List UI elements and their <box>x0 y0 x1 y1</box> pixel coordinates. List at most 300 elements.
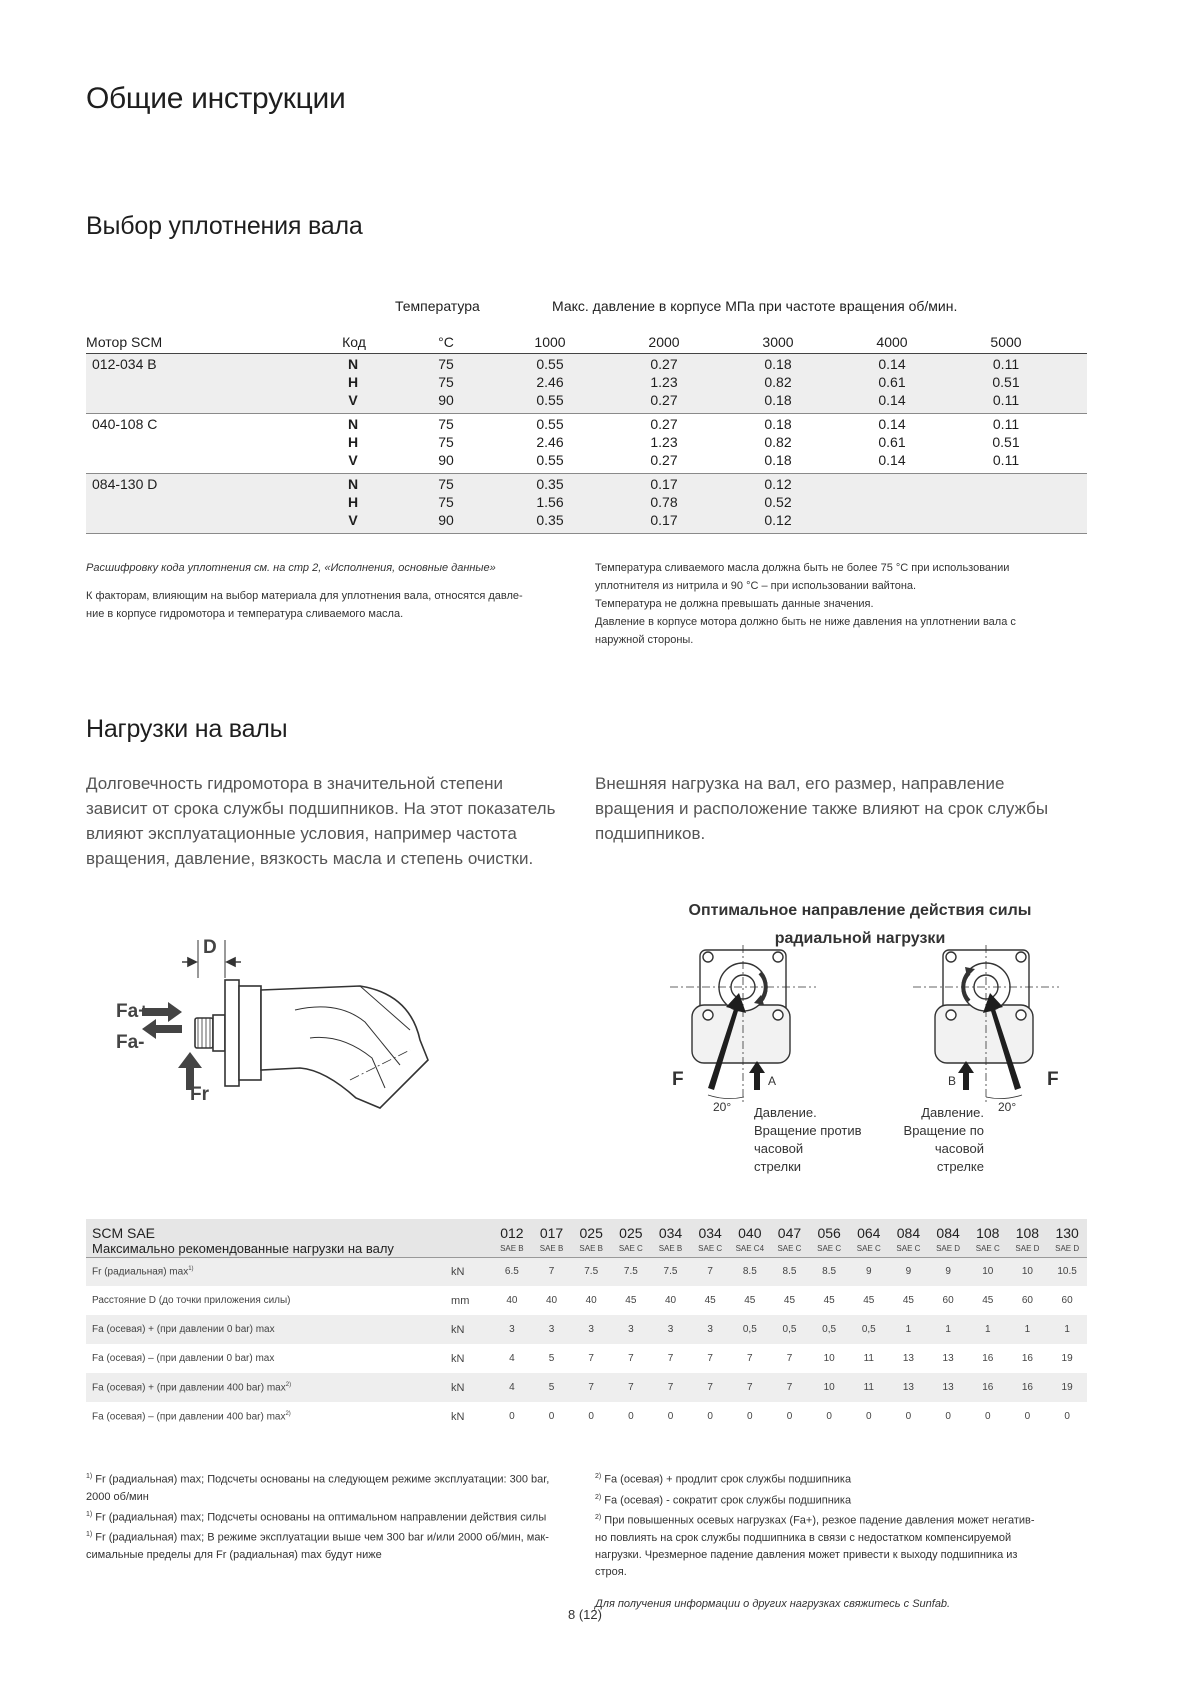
seal-code: H <box>347 434 359 450</box>
motor-size-header: 108 <box>1015 1225 1040 1241</box>
load-value: 7 <box>667 1353 674 1364</box>
load-value: 1 <box>1024 1324 1031 1335</box>
seal-motor-group <box>86 474 1087 534</box>
footnote-marker: 2) <box>595 1493 602 1501</box>
pressure-header: Макс. давление в корпусе МПа при частоте вращения об/мин. <box>552 298 958 314</box>
footnote-text: строя. <box>595 1565 627 1578</box>
paragraph-line: зависит от срока службы подшипников. На этот показатель <box>86 799 556 818</box>
max-pressure-value: 0.35 <box>536 512 564 528</box>
footnote-line <box>595 1564 1085 1581</box>
load-value: 7 <box>747 1353 753 1364</box>
load-value: 45 <box>823 1295 835 1306</box>
max-pressure-value: 0.11 <box>992 416 1020 432</box>
max-pressure-value: 0.12 <box>764 476 792 492</box>
seal-row <box>86 492 1087 510</box>
max-pressure-value: 0.82 <box>764 374 792 390</box>
load-value: 8.5 <box>782 1266 797 1278</box>
seal-heading: Выбор уплотнения вала <box>86 212 363 240</box>
load-value: 7 <box>786 1382 793 1393</box>
footnote-text: Fr (радиальная) max; В режиме эксплуатации выше чем 300 bar и/или 2000 об/мин, мак- <box>92 1531 549 1544</box>
sae-variant-header: SAE C <box>618 1244 643 1254</box>
load-value: 9 <box>905 1266 912 1278</box>
footnote-text: симальные пределы для Fr (радиальная) max будут ниже <box>86 1548 382 1561</box>
load-unit: kN <box>451 1352 465 1365</box>
load-value: 10.5 <box>1057 1266 1077 1278</box>
load-value: 5 <box>548 1382 555 1393</box>
max-pressure-value: 0.14 <box>878 392 906 408</box>
load-value: 7 <box>707 1266 713 1278</box>
load-row-label <box>86 1286 451 1315</box>
seal-code-reference: Расшифровку кода уплотнения см. на стр 2, «Исполнения, основные данные» <box>86 562 496 574</box>
motor-size-header: 017 <box>539 1225 564 1241</box>
caption-line: стрелки <box>754 1159 802 1174</box>
load-value: 10 <box>982 1266 994 1278</box>
load-value: 45 <box>902 1295 914 1306</box>
load-value: 7 <box>588 1382 594 1393</box>
footnote-marker: 2) <box>595 1514 602 1522</box>
load-value: 8.5 <box>742 1266 757 1278</box>
max-pressure-value: 0.27 <box>650 356 678 372</box>
sae-variant-header: SAE C4 <box>735 1244 765 1254</box>
load-value: 7 <box>628 1382 634 1393</box>
load-value: 11 <box>863 1353 874 1364</box>
speed-column-header: 2000 <box>648 334 680 350</box>
load-value: 60 <box>942 1295 954 1306</box>
seal-temperature: 75 <box>438 434 454 450</box>
motor-load-drawing <box>110 930 440 1130</box>
motor-model: 040-108 C <box>92 416 158 432</box>
code-column-header: Код <box>342 334 366 350</box>
seal-temperature: 75 <box>438 356 454 372</box>
load-value: 13 <box>902 1382 914 1393</box>
load-value: 10 <box>1021 1266 1033 1278</box>
max-pressure-value: 0.14 <box>878 356 906 372</box>
seal-temperature: 75 <box>438 494 454 510</box>
load-value: 1 <box>905 1324 912 1335</box>
load-value: 0 <box>984 1411 991 1422</box>
load-value: 7 <box>707 1382 713 1393</box>
load-row-label-text: Fa (осевая) – (при давлении 0 bar) max <box>92 1353 275 1364</box>
speed-column-header: 1000 <box>534 334 566 350</box>
seal-note-line: ние в корпусе гидромотора и температура сливаемого масла. <box>86 608 404 620</box>
max-pressure-value: 0.35 <box>536 476 564 492</box>
load-value: 0 <box>707 1411 713 1422</box>
load-value: 11 <box>863 1382 874 1393</box>
paragraph-line: подшипников. <box>595 824 706 843</box>
load-value: 7.5 <box>623 1266 638 1278</box>
load-value: 0 <box>747 1411 753 1422</box>
max-pressure-value: 0.55 <box>536 356 564 372</box>
footnote-text: Fa (осевая) + продлит срок службы подшипника <box>601 1473 852 1486</box>
seal-note-line: Давление в корпусе мотора должно быть не ниже давления на уплотнении вала с <box>595 616 1016 628</box>
seal-temperature: 75 <box>438 374 454 390</box>
paragraph-line: Долговечность гидромотора в значительной степени <box>86 774 504 793</box>
max-pressure-value: 0.27 <box>650 452 678 468</box>
loads-paragraph-right <box>595 771 1048 846</box>
max-pressure-value: 0.18 <box>764 452 792 468</box>
load-value: 6.5 <box>504 1266 519 1278</box>
footnote-text: Fa (осевая) - сократит срок службы подшипника <box>601 1494 852 1507</box>
sae-variant-header: SAE C <box>975 1244 1000 1254</box>
seal-motor-group <box>86 354 1087 414</box>
port-b-label: B <box>948 1074 957 1088</box>
load-value: 40 <box>545 1295 558 1306</box>
load-value: 10 <box>823 1382 835 1393</box>
caption-line: Давление. <box>921 1105 984 1120</box>
load-row-label <box>86 1257 451 1286</box>
footnote-text: При повышенных осевых нагрузках (Fa+), резкое падение давления может негатив- <box>601 1514 1035 1527</box>
footnote-line <box>595 1468 1085 1489</box>
load-row-label <box>86 1344 451 1373</box>
max-pressure-value: 1.23 <box>650 374 678 390</box>
max-pressure-value: 1.23 <box>650 434 678 450</box>
load-value: 19 <box>1061 1353 1073 1364</box>
load-value: 16 <box>1021 1382 1033 1393</box>
load-value: 45 <box>625 1295 637 1306</box>
caption-line: часовой <box>754 1141 804 1156</box>
max-pressure-value: 0.61 <box>878 374 906 390</box>
load-row-label-text: Fa (осевая) + (при давлении 400 bar) max <box>92 1382 286 1394</box>
load-row-label <box>86 1315 451 1344</box>
footnote-text: Fr (радиальная) max; Подсчеты основаны на оптимальном направлении действия силы <box>92 1511 547 1524</box>
load-value: 1 <box>945 1324 951 1335</box>
load-value: 16 <box>982 1353 994 1364</box>
radial-load-diagram <box>660 945 1080 1175</box>
seal-table-column-header <box>86 332 1087 354</box>
load-table-size-row <box>86 1219 1087 1241</box>
max-pressure-value: 0.14 <box>878 416 906 432</box>
load-value: 0,5 <box>822 1324 837 1335</box>
footnote-line <box>86 1547 576 1564</box>
caption-line: стрелке <box>936 1159 984 1174</box>
max-pressure-value: 0.27 <box>650 416 678 432</box>
motor-size-header: 130 <box>1055 1225 1079 1241</box>
load-value: 3 <box>707 1324 713 1335</box>
load-value: 7.5 <box>584 1266 599 1278</box>
sae-variant-header: SAE D <box>1015 1244 1040 1254</box>
seal-temperature: 75 <box>438 416 454 432</box>
page-title: Общие инструкции <box>86 82 346 115</box>
load-value: 7 <box>667 1382 674 1393</box>
max-pressure-value: 0.12 <box>764 512 792 528</box>
load-value: 40 <box>585 1295 597 1306</box>
loads-heading: Нагрузки на валы <box>86 715 288 743</box>
load-row-label-text: Fa (осевая) + (при давлении 0 bar) max <box>92 1324 275 1335</box>
seal-note-line: К факторам, влияющим на выбор материала для уплотнения вала, относятся давле- <box>86 590 523 602</box>
max-pressure-value: 0.78 <box>650 494 678 510</box>
max-pressure-value: 2.46 <box>536 374 564 390</box>
seal-code: N <box>347 416 359 432</box>
load-value: 45 <box>783 1295 796 1306</box>
seal-row <box>86 414 1087 432</box>
load-value: 0 <box>1064 1411 1070 1422</box>
max-pressure-value: 0.51 <box>992 374 1020 390</box>
motor-model: 084-130 D <box>92 476 158 492</box>
load-row-label-text: Fa (осевая) – (при давлении 400 bar) max <box>92 1411 286 1423</box>
load-value: 0 <box>826 1411 832 1422</box>
load-table-variant-row <box>86 1241 1087 1257</box>
load-value: 16 <box>982 1382 994 1393</box>
seal-row <box>86 372 1087 390</box>
left-view-caption <box>754 1104 862 1176</box>
seal-row <box>86 390 1087 408</box>
load-value: 7 <box>786 1353 793 1364</box>
footnote-marker: 1) <box>188 1266 194 1273</box>
fr-label: Fr <box>190 1084 209 1105</box>
load-value: 60 <box>1021 1295 1033 1306</box>
load-value: 3 <box>548 1324 555 1335</box>
load-value: 4 <box>509 1353 515 1364</box>
load-value: 0 <box>866 1411 872 1422</box>
sae-variant-header: SAE B <box>500 1244 524 1254</box>
caption-line: Давление. <box>754 1105 817 1120</box>
load-value: 0 <box>628 1411 634 1422</box>
footnote-line <box>86 1506 576 1527</box>
seal-temperature: 90 <box>438 392 454 408</box>
seal-table-group-header <box>86 298 1087 332</box>
load-value: 0 <box>588 1411 594 1422</box>
seal-row <box>86 432 1087 450</box>
load-value: 7 <box>548 1266 555 1278</box>
load-value: 0 <box>509 1411 515 1422</box>
load-value: 7 <box>747 1382 753 1393</box>
seal-note-line: наружной стороны. <box>595 634 694 646</box>
motor-size-header: 012 <box>500 1225 524 1241</box>
load-value: 5 <box>548 1353 555 1364</box>
seal-note-line: уплотнителя из нитрила и 90 °C – при использовании вайтона. <box>595 580 917 592</box>
seal-code: H <box>347 374 359 390</box>
sae-variant-header: SAE D <box>936 1244 961 1254</box>
footnote-line <box>86 1526 576 1547</box>
motor-size-header: 034 <box>658 1225 683 1241</box>
diagram-title-line: радиальной нагрузки <box>774 930 946 947</box>
footnote-marker: 2) <box>285 1381 292 1388</box>
temp-column-header: °C <box>438 334 454 350</box>
load-row-label-text: Fr (радиальная) max <box>92 1266 189 1278</box>
fa-plus-label: Fa+ <box>116 1001 150 1022</box>
sae-variant-header: SAE B <box>539 1244 564 1254</box>
page-number: 8 (12) <box>568 1607 602 1622</box>
paragraph-line: Внешняя нагрузка на вал, его размер, направление <box>595 774 1005 793</box>
footnote-marker: 2) <box>285 1410 291 1417</box>
load-value: 0 <box>667 1411 674 1422</box>
seal-code: H <box>347 494 359 510</box>
load-row <box>86 1402 1087 1431</box>
sae-variant-header: SAE C <box>817 1244 842 1254</box>
load-unit: kN <box>451 1323 465 1336</box>
motor-model: 012-034 B <box>92 356 157 372</box>
motor-size-header: 025 <box>619 1225 643 1241</box>
seal-code: V <box>348 512 358 528</box>
footnote-line <box>595 1530 1085 1547</box>
load-value: 45 <box>744 1295 756 1306</box>
motor-size-header: 084 <box>896 1225 921 1241</box>
angle-label-right: 20° <box>998 1100 1017 1114</box>
load-value: 3 <box>588 1324 594 1335</box>
load-value: 3 <box>509 1324 515 1335</box>
max-pressure-value: 1.56 <box>536 494 564 510</box>
contact-note: Для получения информации о других нагрузках свяжитесь с Sunfab. <box>595 1598 951 1610</box>
max-pressure-value: 0.17 <box>650 476 678 492</box>
load-table-empty-cell <box>451 1219 492 1241</box>
footnote-text: нагрузки. Чрезмерное падение давления может привести к выходу подшипника из <box>595 1548 1018 1561</box>
max-pressure-value: 0.11 <box>992 356 1020 372</box>
load-value: 45 <box>704 1295 716 1306</box>
seal-motor-group <box>86 414 1087 474</box>
motor-size-header: 056 <box>817 1225 841 1241</box>
load-row <box>86 1344 1087 1373</box>
sae-variant-header: SAE C <box>856 1244 881 1254</box>
sae-variant-header: SAE B <box>658 1244 683 1254</box>
sae-variant-header: SAE C <box>777 1244 802 1254</box>
footnote-line <box>595 1547 1085 1564</box>
footnotes-left <box>86 1468 576 1564</box>
footnote-text: но повлиять на срок службы подшипника в связи с недостатком компенсируемой <box>595 1531 1012 1544</box>
load-value: 8.5 <box>822 1266 837 1278</box>
load-value: 13 <box>902 1353 914 1364</box>
footnote-line <box>595 1509 1085 1530</box>
max-pressure-value: 0.17 <box>650 512 678 528</box>
footnote-line <box>86 1468 576 1489</box>
motor-size-header: 084 <box>936 1225 960 1241</box>
load-value: 7 <box>628 1353 634 1364</box>
shaft-load-table <box>86 1219 1087 1431</box>
max-pressure-value: 0.52 <box>764 494 792 510</box>
paragraph-line: влияют эксплуатационные условия, например частота <box>86 824 517 843</box>
load-value: 1 <box>984 1324 991 1335</box>
motor-size-header: 064 <box>857 1225 881 1241</box>
force-label-left: F <box>672 1069 684 1090</box>
load-value: 60 <box>1061 1295 1073 1306</box>
caption-line: Вращение по <box>903 1123 984 1138</box>
diagram-title-line: Оптимальное направление действия силы <box>688 902 1032 919</box>
max-pressure-value: 0.18 <box>764 416 792 432</box>
seal-row <box>86 510 1087 528</box>
max-pressure-value: 0.61 <box>878 434 906 450</box>
load-value: 0 <box>945 1411 951 1422</box>
seal-row <box>86 450 1087 468</box>
load-value: 7 <box>707 1353 713 1364</box>
load-value: 16 <box>1021 1353 1033 1364</box>
load-value: 0 <box>786 1411 793 1422</box>
temperature-header: Температура <box>395 298 480 314</box>
load-table-subtitle: Максимально рекомендованные нагрузки на валу <box>92 1241 394 1257</box>
right-view-caption <box>884 1104 984 1176</box>
port-a-label: A <box>768 1074 777 1088</box>
footnote-line <box>595 1489 1085 1510</box>
motor-size-header: 040 <box>738 1225 762 1241</box>
footnote-marker: 1) <box>86 1473 93 1480</box>
footnote-text: Fr (радиальная) max; Подсчеты основаны на следующем режиме эксплуатации: 300 bar, <box>92 1473 550 1486</box>
max-pressure-value: 0.27 <box>650 392 678 408</box>
fa-minus-label: Fa- <box>116 1032 145 1053</box>
max-pressure-value: 0.55 <box>536 416 564 432</box>
seal-row <box>86 354 1087 372</box>
load-value: 4 <box>509 1382 515 1393</box>
max-pressure-value: 0.14 <box>878 452 906 468</box>
max-pressure-value: 0.55 <box>536 452 564 468</box>
load-unit: mm <box>451 1294 470 1307</box>
speed-column-header: 3000 <box>762 334 794 350</box>
seal-code: V <box>348 392 358 408</box>
load-value: 10 <box>823 1353 835 1364</box>
seal-row <box>86 474 1087 492</box>
load-row <box>86 1257 1087 1286</box>
load-value: 0,5 <box>742 1324 757 1335</box>
motor-column-header: Мотор SCM <box>86 334 163 350</box>
seal-temperature: 90 <box>438 512 454 528</box>
angle-label-left: 20° <box>713 1100 732 1114</box>
seal-note-line: Температура сливаемого масла должна быть не более 75 °C при использовании <box>595 562 1010 574</box>
load-row-label <box>86 1402 451 1431</box>
load-unit: kN <box>451 1410 465 1423</box>
seal-code: V <box>348 452 358 468</box>
load-value: 45 <box>863 1295 875 1306</box>
speed-column-header: 5000 <box>990 334 1022 350</box>
motor-size-header: 108 <box>976 1225 1000 1241</box>
distance-d-label: D <box>203 937 217 958</box>
load-value: 0 <box>905 1411 912 1422</box>
speed-column-header: 4000 <box>876 334 908 350</box>
motor-size-header: 034 <box>698 1225 722 1241</box>
seal-table <box>86 298 1087 534</box>
seal-temperature: 90 <box>438 452 454 468</box>
footnote-marker: 1) <box>86 1531 93 1539</box>
force-label-right: F <box>1047 1069 1059 1090</box>
load-table-empty-cell <box>451 1241 492 1257</box>
load-value: 9 <box>866 1266 872 1278</box>
seal-temperature: 75 <box>438 476 454 492</box>
seal-note-line: Температура не должна превышать данные значения. <box>595 598 874 610</box>
footnote-marker: 2) <box>595 1473 602 1480</box>
motor-size-header: 047 <box>777 1225 802 1241</box>
sae-variant-header: SAE B <box>579 1244 603 1254</box>
max-pressure-value: 0.51 <box>992 434 1020 450</box>
load-table-title: SCM SAE <box>92 1225 156 1241</box>
load-row <box>86 1373 1087 1402</box>
load-value: 3 <box>667 1324 674 1335</box>
load-value: 13 <box>942 1382 954 1393</box>
footnote-line <box>86 1489 576 1506</box>
load-value: 9 <box>945 1266 951 1278</box>
load-value: 19 <box>1061 1382 1073 1393</box>
load-unit: kN <box>451 1265 465 1278</box>
load-value: 0,5 <box>861 1324 876 1335</box>
load-value: 40 <box>664 1295 677 1306</box>
footnote-text: 2000 об/мин <box>86 1490 149 1503</box>
seal-code: N <box>347 356 359 372</box>
footnote-marker: 1) <box>86 1510 93 1518</box>
paragraph-line: вращения, давление, вязкость масла и степень очистки. <box>86 849 534 868</box>
sae-variant-header: SAE D <box>1055 1244 1080 1254</box>
paragraph-line: вращения и расположение также влияют на срок службы <box>595 799 1049 818</box>
load-value: 7 <box>588 1353 594 1364</box>
load-value: 0 <box>1024 1411 1031 1422</box>
sae-variant-header: SAE C <box>896 1244 921 1254</box>
load-row <box>86 1286 1087 1315</box>
footnotes-right <box>595 1468 1085 1581</box>
loads-paragraph-left <box>86 771 555 871</box>
motor-size-header: 025 <box>579 1225 603 1241</box>
max-pressure-value: 0.18 <box>764 356 792 372</box>
load-unit: kN <box>451 1381 465 1394</box>
max-pressure-value: 2.46 <box>536 434 564 450</box>
sae-variant-header: SAE C <box>698 1244 723 1254</box>
load-value: 1 <box>1064 1324 1070 1335</box>
max-pressure-value: 0.11 <box>992 392 1020 408</box>
load-value: 13 <box>942 1353 954 1364</box>
seal-notes-right <box>595 559 1095 649</box>
